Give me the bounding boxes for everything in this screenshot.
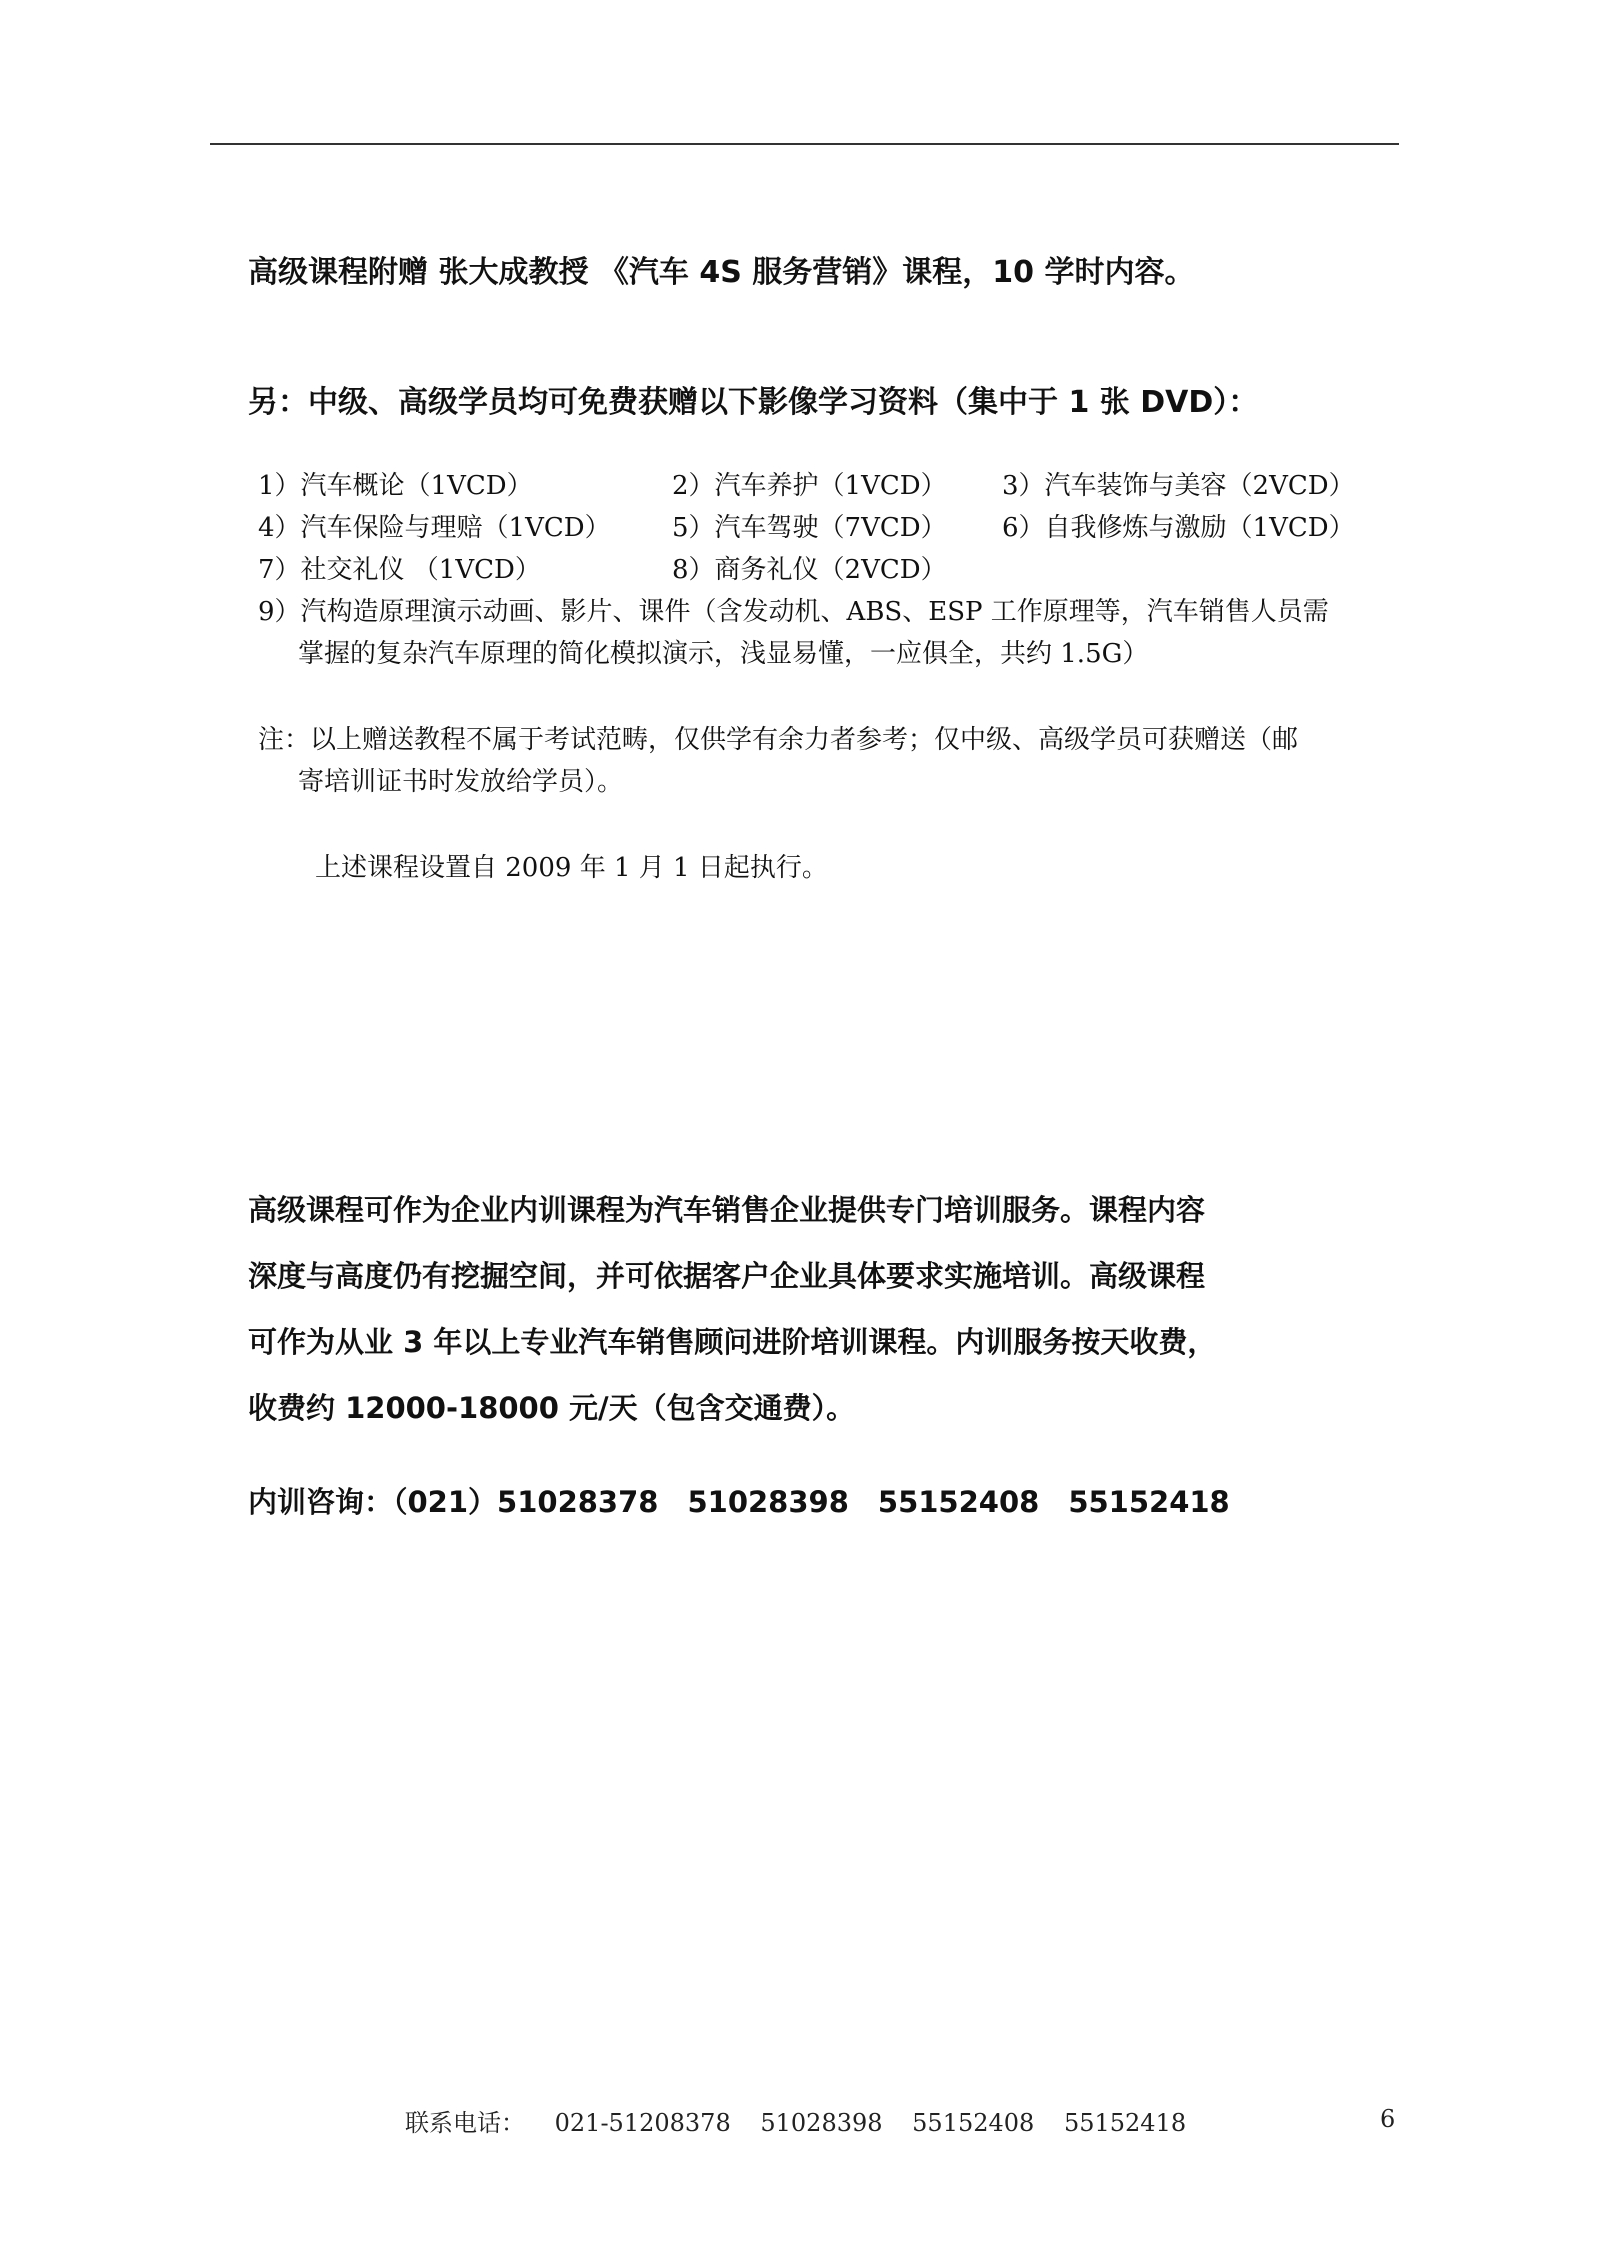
list-item: 8）商务礼仪（2VCD） [672, 555, 947, 585]
list-item: 4）汽车保险与理赔（1VCD） [258, 513, 611, 543]
list-item: 2）汽车养护（1VCD） [672, 471, 947, 501]
gift-course-line: 高级课程附赠 张大成教授 《汽车 4S 服务营销》课程，10 学时内容。 [248, 255, 1195, 290]
inhouse-paragraph [248, 1188, 1358, 1428]
footer-label: 联系电话： [405, 2109, 525, 2137]
header-rule [210, 143, 1399, 145]
inhouse-line: 深度与高度仍有挖掘空间，并可依据客户企业具体要求实施培训。高级课程 [248, 1259, 1206, 1293]
inhouse-line: 可作为从业 3 年以上专业汽车销售顾问进阶培训课程。内训服务按天收费， [248, 1325, 1217, 1359]
footer-phone: 55152408 [912, 2109, 1035, 2137]
inhouse-line: 收费约 12000-18000 元/天（包含交通费）。 [248, 1391, 856, 1425]
note-line-1: 注：以上赠送教程不属于考试范畴，仅供学有余力者参考；仅中级、高级学员可获赠送（邮 [258, 725, 1299, 755]
list-item: 5）汽车驾驶（7VCD） [672, 513, 947, 543]
effective-date-note: 上述课程设置自 2009 年 1 月 1 日起执行。 [315, 853, 828, 883]
inhouse-line: 高级课程可作为企业内训课程为汽车销售企业提供专门培训服务。课程内容 [248, 1193, 1206, 1227]
list-item: 3）汽车装饰与美容（2VCD） [1002, 471, 1355, 501]
footer-contact [405, 2108, 1208, 2138]
page-number: 6 [1380, 2105, 1396, 2133]
footer-phone: 021-51208378 [554, 2109, 731, 2137]
dvd-materials-heading: 另：中级、高级学员均可免费获赠以下影像学习资料（集中于 1 张 DVD）： [248, 385, 1259, 420]
list-item-9-line1: 9）汽构造原理演示动画、影片、课件（含发动机、ABS、ESP 工作原理等，汽车销售人员需 [258, 597, 1329, 627]
list-item: 1）汽车概论（1VCD） [258, 471, 533, 501]
inhouse-consult-phones: 内训咨询：（021）51028378 51028398 55152408 55152418 [248, 1485, 1230, 1519]
footer-phone: 55152418 [1063, 2109, 1187, 2137]
list-item-9-line2: 掌握的复杂汽车原理的简化模拟演示，浅显易懂，一应俱全，共约 1.5G） [298, 639, 1149, 669]
list-item: 6）自我修炼与激励（1VCD） [1002, 513, 1355, 543]
list-item: 7）社交礼仪 （1VCD） [258, 555, 541, 585]
note-line-2: 寄培训证书时发放给学员）。 [298, 767, 624, 797]
footer-phone: 51028398 [760, 2109, 883, 2137]
